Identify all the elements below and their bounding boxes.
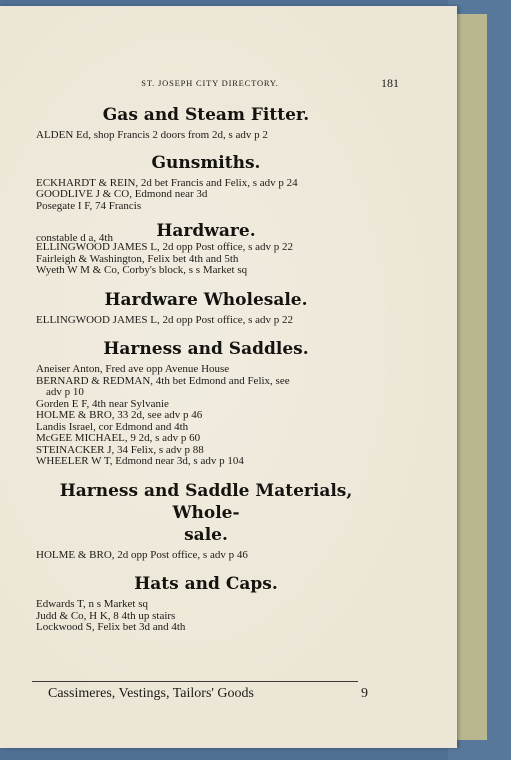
- heading-hardware: Hardware.: [156, 221, 256, 241]
- listing-entry: Fairleigh & Washington, Felix bet 4th and 5th: [36, 252, 239, 265]
- listing-entry: Lockwood S, Felix bet 3d and 4th: [36, 621, 186, 633]
- listing-entry: ALDEN Ed, shop Francis 2 doors from 2d, s adv p 2: [36, 129, 268, 141]
- heading-hardware-wholesale: Hardware Wholesale.: [104, 289, 308, 310]
- listing-entry: Gorden E F, 4th near Sylvanie: [36, 397, 169, 410]
- footer-number: 9: [361, 686, 368, 701]
- listing-entry: HOLME & BRO, 33 2d, see adv p 46: [36, 409, 203, 421]
- heading-hats-caps: Hats and Caps.: [134, 574, 278, 594]
- listing-entry: Wyeth W M & Co, Corby's block, s s Market sq: [36, 264, 248, 276]
- heading-gas-steam-fitter: Gas and Steam Fitter.: [102, 105, 310, 125]
- directory-page: [0, 6, 457, 748]
- footer: [48, 686, 368, 702]
- running-head: [0, 76, 457, 90]
- heading-harness-saddle-materials: Harness and Saddle Materials, Whole-: [59, 480, 353, 523]
- listing-entry: WHEELER W T, Edmond near 3d, s adv p 104: [36, 455, 244, 467]
- listing-entry: ECKHARDT & REIN, 2d bet Francis and Felix, s adv p 24: [36, 176, 298, 189]
- heading-gunsmiths: Gunsmiths.: [151, 152, 261, 173]
- listing-entry: ELLINGWOOD JAMES L, 2d opp Post office, s adv p 22: [36, 313, 294, 326]
- heading-harness-saddles: Harness and Saddles.: [103, 339, 309, 359]
- listing-entry: Judd & Co, H K, 8 4th up stairs: [36, 609, 176, 622]
- footer-advert-text: Cassimeres, Vestings, Tailors' Goods: [48, 686, 254, 701]
- listing-entry: Landis Israel, cor Edmond and 4th: [36, 420, 189, 433]
- listing-entry: GOODLIVE J & CO, Edmond near 3d: [36, 188, 208, 200]
- listing-entry: McGEE MICHAEL, 9 2d, s adv p 60: [36, 432, 201, 444]
- running-head-title: ST. JOSEPH CITY DIRECTORY.: [141, 78, 279, 88]
- page-edges: [452, 14, 487, 740]
- listing-entry: Posegate I F, 74 Francis: [36, 199, 142, 212]
- page-content: [36, 98, 376, 634]
- listing-entry: constable d a, 4th: [36, 232, 113, 244]
- footer-rule: [32, 681, 358, 682]
- listing-entry-continued: adv p 10: [46, 386, 84, 398]
- listing-entry: Edwards T, n s Market sq: [36, 598, 149, 610]
- hardware-heading-row: [36, 220, 376, 242]
- page-number: 181: [381, 76, 399, 90]
- listing-entry: Aneiser Anton, Fred ave opp Avenue House: [36, 363, 230, 375]
- listing-entry: ELLINGWOOD JAMES L, 2d opp Post office, s adv p 22: [36, 241, 294, 253]
- listing-entry: HOLME & BRO, 2d opp Post office, s adv p 46: [36, 548, 248, 561]
- listing-entry: BERNARD & REDMAN, 4th bet Edmond and Felix, see: [36, 374, 290, 387]
- listing-entry: STEINACKER J, 34 Felix, s adv p 88: [36, 443, 204, 456]
- heading-harness-saddle-materials-cont: sale.: [184, 524, 228, 545]
